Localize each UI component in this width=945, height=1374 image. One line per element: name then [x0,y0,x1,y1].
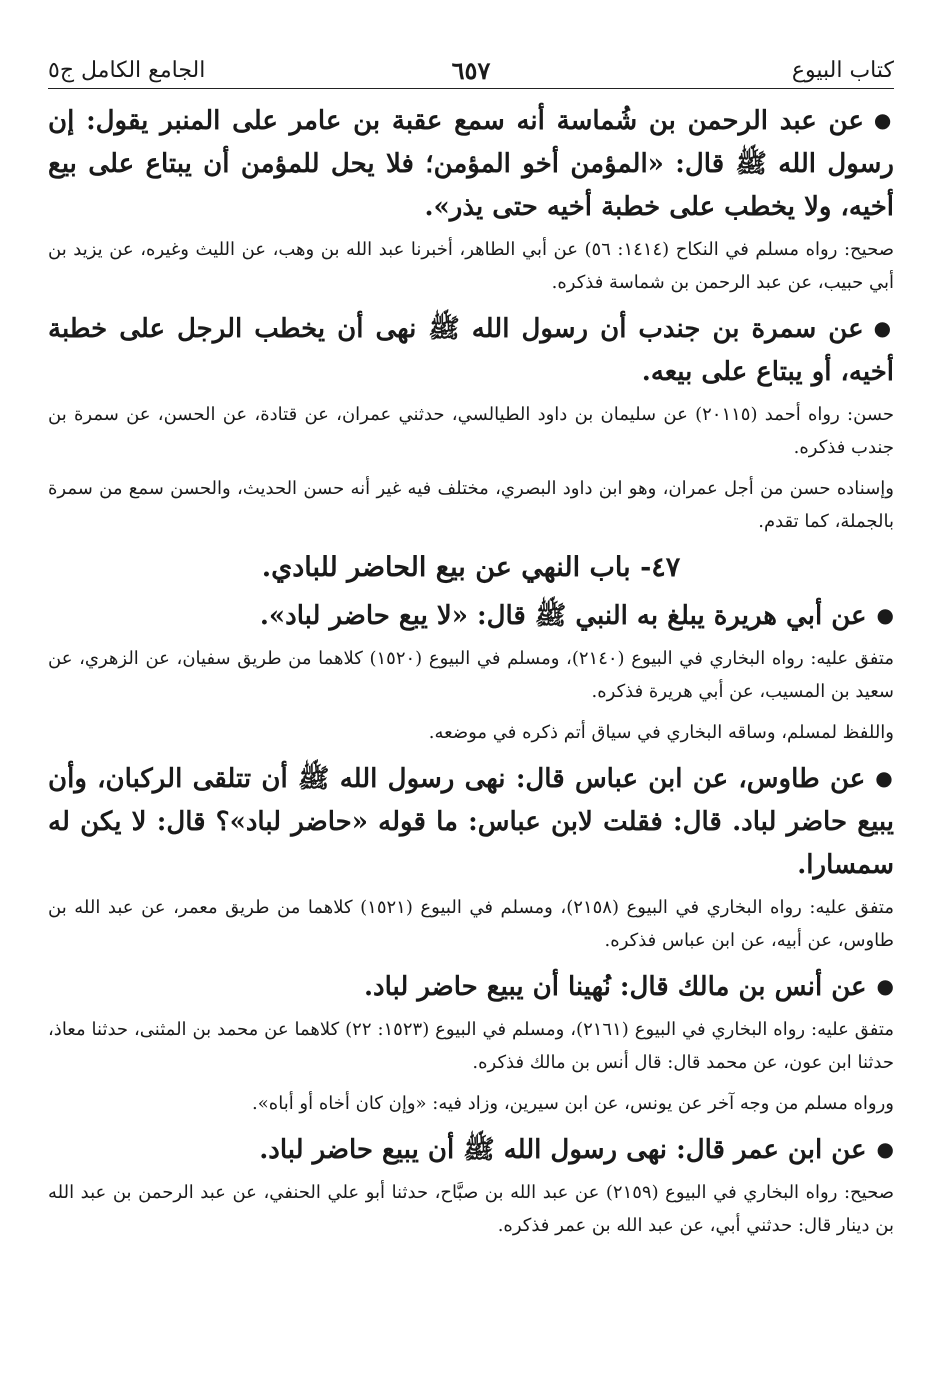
hadith-paragraph [48,307,894,394]
takhrij-note: صحيح: رواه البخاري في البيوع (٢١٥٩) عن عبد الله بن صبَّاح، حدثنا أبو علي الحنفي، عن عبد الرحمن بن عبد الله بن دينار قال: حدثني أبي، عن عبد الله بن عمر فذكره. [48,1182,894,1236]
hadith-text: عن عبد الرحمن بن شُماسة أنه سمع عقبة بن عامر على المنبر يقول: إن رسول الله ﷺ قال: «المؤمن أخو المؤمن؛ فلا يحل للمؤمن أن يبتاع على بيع أخيه، ولا يخطب على خطبة أخيه حتى يذر». [48,106,894,222]
takhrij-note: متفق عليه: رواه البخاري في البيوع (٢١٦١)، ومسلم في البيوع (١٥٢٣: ٢٢) كلاهما عن محمد بن المثنى، حدثنا معاذ، حدثنا ابن عون، عن محمد قال: قال أنس بن مالك فذكره. [48,1019,894,1073]
page-content [48,99,894,1242]
hadith-text: عن ابن عمر قال: نهى رسول الله ﷺ أن يبيع حاضر لباد. [259,1135,867,1165]
hadith-paragraph [48,99,894,229]
takhrij-note: واللفظ لمسلم، وساقه البخاري في سياق أتم ذكره في موضعه. [428,722,894,743]
page-number: ٦٥٧ [451,56,491,85]
chapter-heading: ٤٧- باب النهي عن بيع الحاضر للبادي. [261,552,681,583]
hadith-paragraph [48,965,894,1009]
bullet-icon: ● [876,974,894,998]
takhrij-note: متفق عليه: رواه البخاري في البيوع (٢١٤٠)، ومسلم في البيوع (١٥٢٠) كلاهما من طريق سفيان، عن الزهري، عن سعيد بن المسيب، عن أبي هريرة فذكره. [48,648,894,702]
hadith-paragraph [48,1128,894,1172]
takhrij-note: حسن: رواه أحمد (٢٠١١٥) عن سليمان بن داود الطيالسي، حدثني عمران، عن قتادة، عن الحسن، عن سمرة بن جندب فذكره. [48,404,895,458]
takhrij-note: وإسناده حسن من أجل عمران، وهو ابن داود البصري، مختلف فيه غير أنه حسن الحديث، والحسن سمع من سمرة بالجملة، كما تقدم. [48,478,894,532]
bullet-icon: ● [875,766,894,790]
takhrij-note: ورواه مسلم من وجه آخر عن يونس، عن ابن سيرين، وزاد فيه: «وإن كان أخاه أو أباه». [252,1093,894,1114]
bullet-icon: ● [876,603,894,627]
hadith-paragraph [48,594,894,638]
document-page [48,52,894,1250]
hadith-paragraph [48,757,894,887]
hadith-text: عن سمرة بن جندب أن رسول الله ﷺ نهى أن يخطب الرجل على خطبة أخيه، أو يبتاع على بيعه. [48,314,894,387]
bullet-icon: ● [873,108,894,132]
volume-title: الجامع الكامل ج٥ [48,58,206,83]
hadith-text: عن أنس بن مالك قال: نُهينا أن يبيع حاضر لباد. [363,972,867,1002]
book-title: كتاب البيوع [791,58,894,83]
page-header [48,52,894,89]
bullet-icon: ● [876,1137,894,1161]
takhrij-note: متفق عليه: رواه البخاري في البيوع (٢١٥٨)، ومسلم في البيوع (١٥٢١) كلاهما من طريق معمر، عن عبد الله بن طاوس، عن أبيه، عن ابن عباس فذكره. [48,897,894,951]
hadith-text: عن أبي هريرة يبلغ به النبي ﷺ قال: «لا يبع حاضر لباد». [259,601,867,631]
hadith-text: عن طاوس، عن ابن عباس قال: نهى رسول الله ﷺ أن تتلقى الركبان، وأن يبيع حاضر لباد. قال: فقلت لابن عباس: ما قوله «حاضر لباد»؟ قال: لا يكن له سمسارا. [48,764,894,880]
bullet-icon: ● [873,316,895,340]
takhrij-note: صحيح: رواه مسلم في النكاح (١٤١٤: ٥٦) عن أبي الطاهر، أخبرنا عبد الله بن وهب، عن الليث وغيره، عن يزيد بن أبي حبيب، عن عبد الرحمن بن شماسة فذكره. [48,239,894,293]
